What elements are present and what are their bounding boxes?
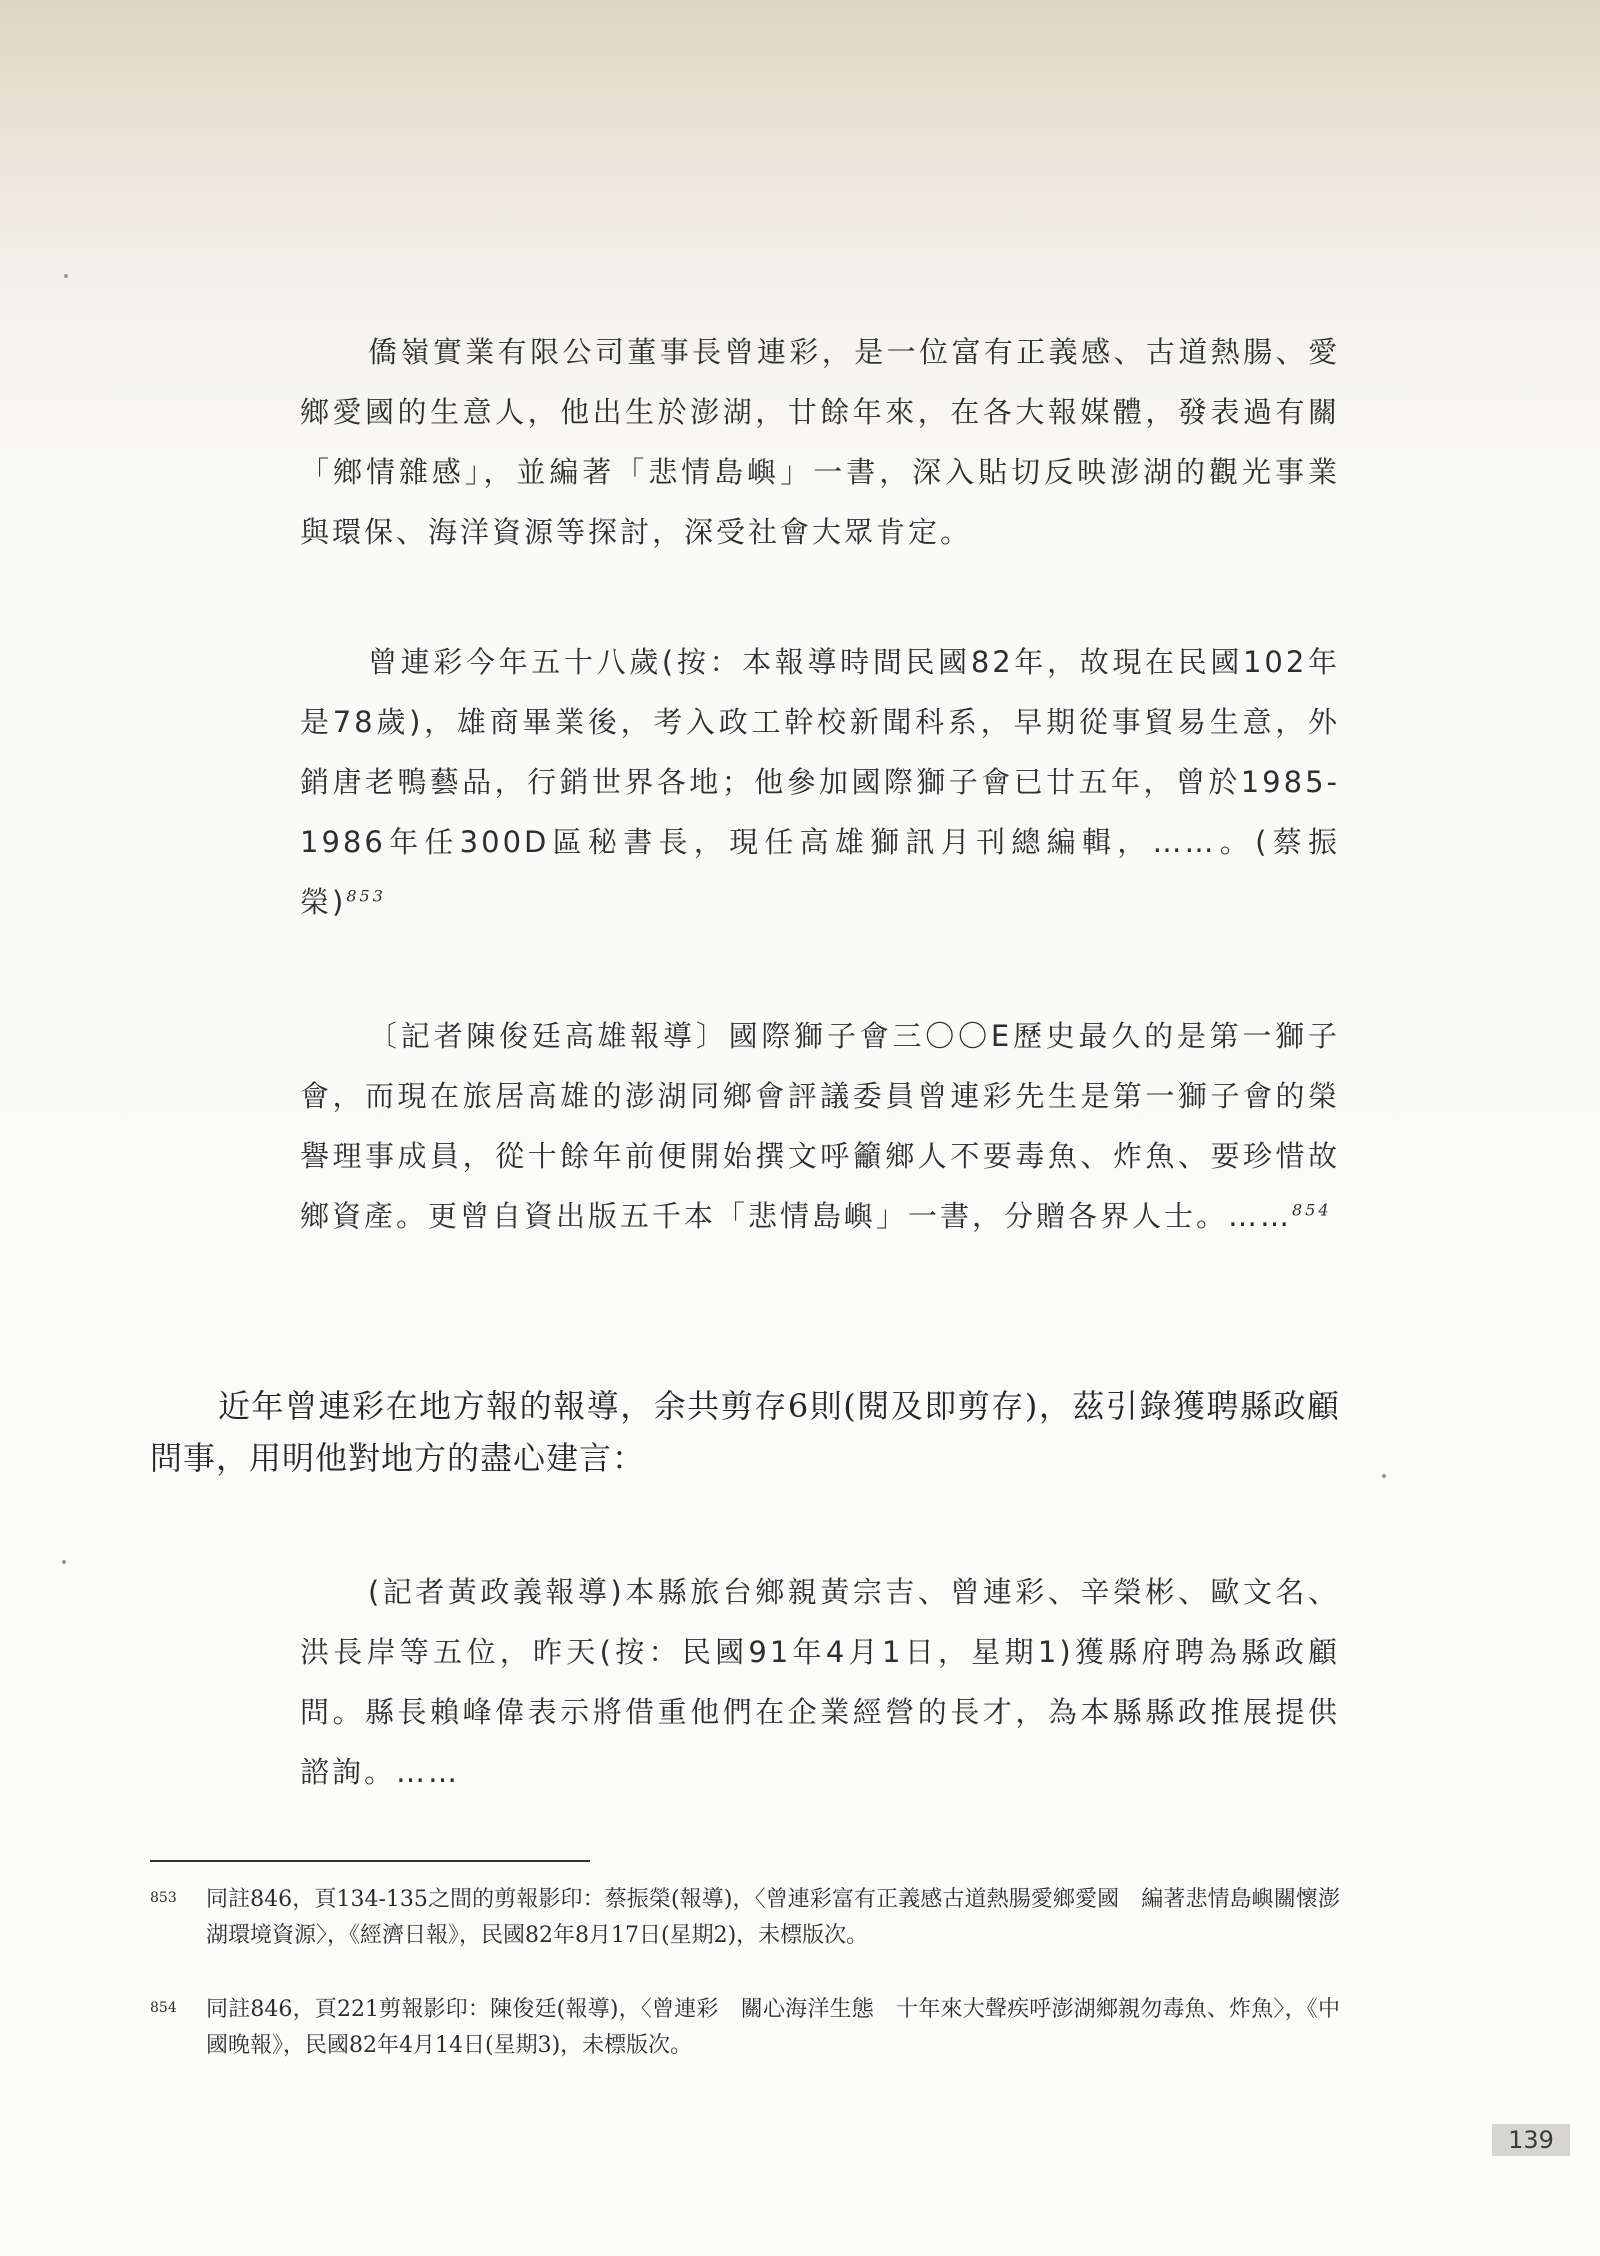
scan-speck — [1382, 1474, 1386, 1478]
quote-paragraph — [300, 322, 1340, 562]
quote-paragraph — [300, 1562, 1340, 1802]
footnote-divider — [150, 1860, 590, 1862]
scan-speck — [62, 1560, 66, 1564]
quote-text: (記者黃政義報導)本縣旅台鄉親黃宗吉、曾連彩、辛榮彬、歐文名、洪長岸等五位，昨天(按：民國91年4月1日，星期1)獲縣府聘為縣政顧問。縣長賴峰偉表示將借重他們在企業經營的長才，為本縣縣政推展提供諮詢。…… — [300, 1575, 1340, 1789]
body-text: 近年曾連彩在地方報的報導，余共剪存6則(閱及即剪存)，茲引錄獲聘縣政顧問事，用明他對地方的盡心建言： — [150, 1387, 1340, 1477]
scan-speck — [64, 274, 68, 278]
footnote-number: 854 — [150, 2000, 177, 2016]
quote-paragraph — [300, 632, 1340, 932]
body-paragraph — [150, 1380, 1340, 1484]
quote-text: 僑嶺實業有限公司董事長曾連彩，是一位富有正義感、古道熱腸、愛鄉愛國的生意人，他出生於澎湖，廿餘年來，在各大報媒體，發表過有關「鄉情雜感」，並編著「悲情島嶼」一書，深入貼切反映澎湖的觀光事業與環保、海洋資源等探討，深受社會大眾肯定。 — [300, 335, 1340, 549]
quote-paragraph — [300, 1006, 1340, 1246]
footnote-reference[interactable]: 853 — [346, 886, 386, 906]
footnote-number: 853 — [150, 1890, 177, 1906]
footnote-text: 同註846，頁221剪報影印：陳俊廷(報導)，〈曾連彩 關心海洋生態 十年來大聲疾呼澎湖鄉親勿毒魚、炸魚〉，《中國晚報》，民國82年4月14日(星期3)，未標版次。 — [206, 1997, 1340, 2058]
footnote-reference[interactable]: 854 — [1292, 1200, 1332, 1220]
quote-text: 〔記者陳俊廷高雄報導〕國際獅子會三〇〇E歷史最久的是第一獅子會，而現在旅居高雄的澎湖同鄉會評議委員曾連彩先生是第一獅子會的榮譽理事成員，從十餘年前便開始撰文呼籲鄉人不要毒魚、炸魚、要珍惜故鄉資產。更曾自資出版五千本「悲情島嶼」一書，分贈各界人士。…… — [300, 1019, 1340, 1233]
page-number: 139 — [1492, 2124, 1570, 2156]
footnote-854 — [150, 1992, 1340, 2064]
quote-text: 曾連彩今年五十八歲(按：本報導時間民國82年，故現在民國102年是78歲)，雄商畢業後，考入政工幹校新聞科系，早期從事貿易生意，外銷唐老鴨藝品，行銷世界各地；他參加國際獅子會已廿五年，曾於1985-1986年任300D區秘書長，現任高雄獅訊月刊總編輯，……。(蔡振榮) — [300, 645, 1340, 919]
footnote-text: 同註846，頁134-135之間的剪報影印：蔡振榮(報導)，〈曾連彩富有正義感古道熱腸愛鄉愛國 編著悲情島嶼關懷澎湖環境資源〉，《經濟日報》，民國82年8月17日(星期2)，未標版次。 — [206, 1887, 1340, 1948]
footnote-853 — [150, 1882, 1340, 1954]
